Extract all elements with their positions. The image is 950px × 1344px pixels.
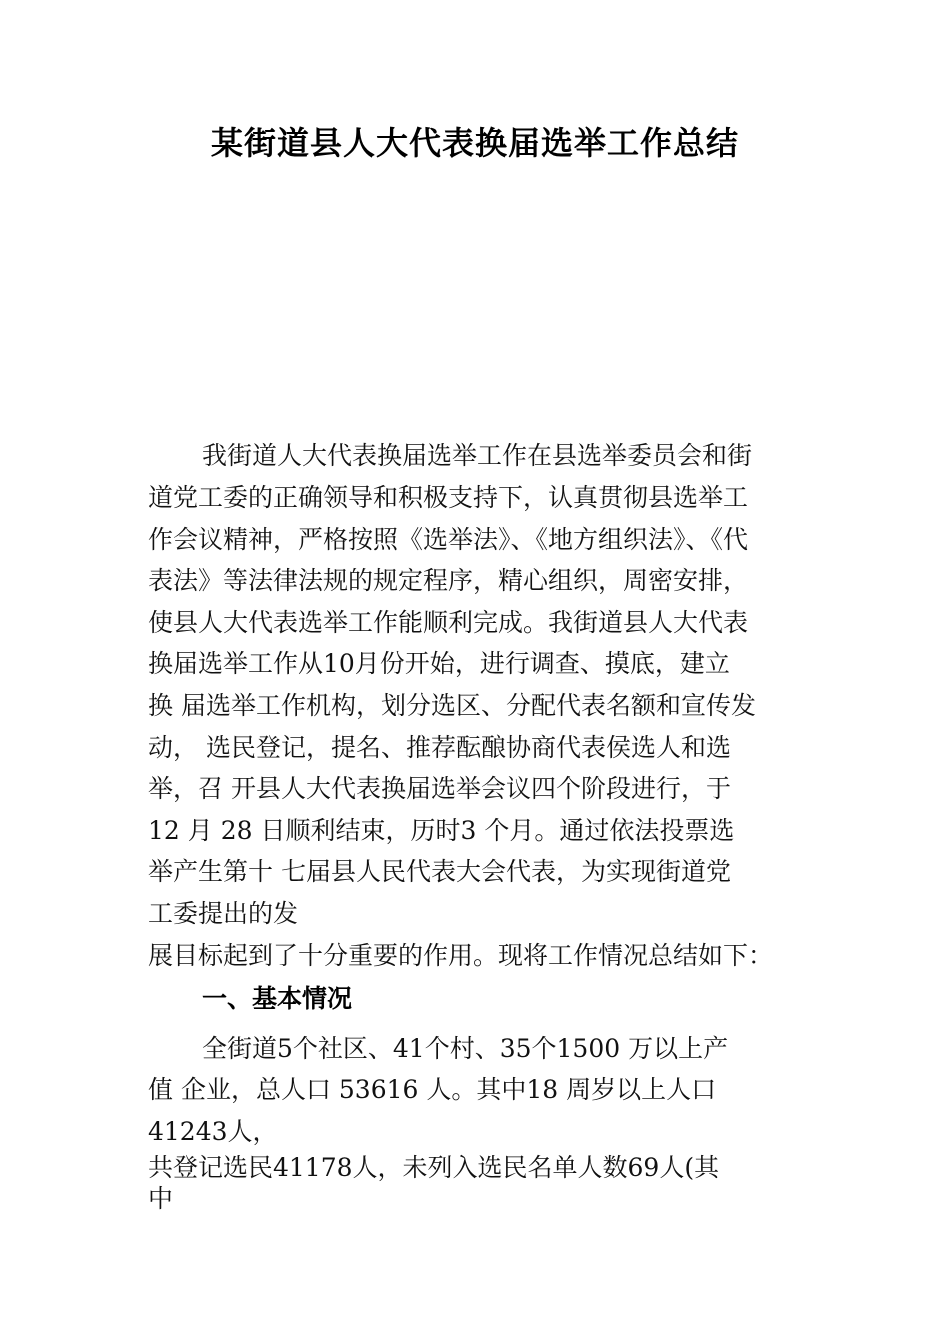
document-title: 某街道县人大代表换届选举工作总结 bbox=[210, 124, 739, 162]
intro-line-8: 动， 选民登记，提名、推荐酝酿协商代表侯选人和选 bbox=[148, 733, 731, 762]
intro-line-9: 举，召 开县人大代表换届选举会议四个阶段进行，于 bbox=[148, 774, 731, 803]
section-line-3: 41243人， bbox=[148, 1117, 278, 1146]
intro-line-7: 换 届选举工作机构，划分选区、分配代表名额和宣传发 bbox=[148, 691, 756, 720]
intro-line-2: 道党工委的正确领导和积极支持下，认真贯彻县选举工 bbox=[148, 483, 749, 512]
intro-line-5: 使县人大代表选举工作能顺利完成。我街道县人大代表 bbox=[148, 608, 749, 637]
intro-line-12: 工委提出的发 bbox=[148, 899, 299, 928]
intro-line-13: 展目标起到了十分重要的作用。现将工作情况总结如下： bbox=[148, 941, 774, 970]
intro-line-1: 我街道人大代表换届选举工作在县选举委员会和街 bbox=[202, 441, 753, 470]
section-line-4: 共登记选民41178人，未列入选民名单人数69人(其 bbox=[148, 1153, 720, 1182]
section-line-2: 值 企业，总人口 53616 人。其中18 周岁以上人口 bbox=[148, 1075, 717, 1104]
intro-line-3: 作会议精神，严格按照《选举法》、《地方组织法》、《代 bbox=[148, 525, 749, 554]
section-heading: 一、基本情况 bbox=[202, 984, 353, 1013]
intro-line-6: 换届选举工作从10月份开始，进行调查、摸底，建立 bbox=[148, 649, 730, 678]
section-line-1: 全街道5个社区、41个村、35个1500 万以上产 bbox=[202, 1034, 729, 1063]
section-line-5: 中 bbox=[148, 1184, 174, 1213]
intro-line-4: 表法》等法律法规的规定程序，精心组织，周密安排， bbox=[148, 566, 749, 595]
intro-line-11: 举产生第十 七届县人民代表大会代表，为实现街道党 bbox=[148, 857, 731, 886]
intro-line-10: 12 月 28 日顺利结束，历时3 个月。通过依法投票选 bbox=[148, 816, 735, 845]
